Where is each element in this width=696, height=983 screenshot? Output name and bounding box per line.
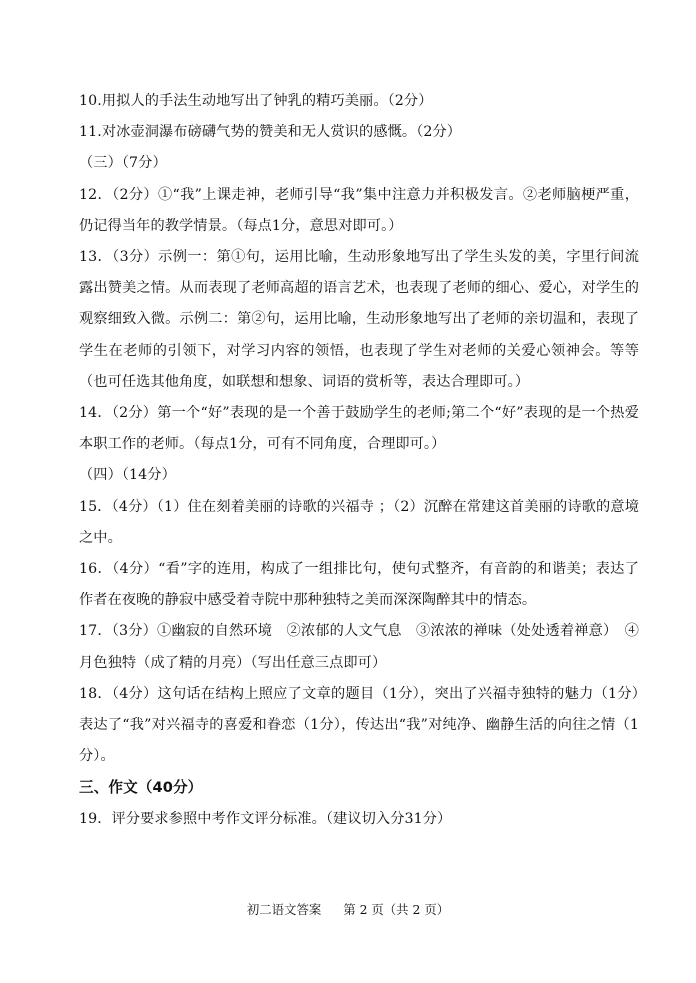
page-footer: [0, 901, 696, 919]
footer-page-info: 第 2 页（共 2 页）: [343, 902, 450, 917]
section-heading-composition: 三、作文（40分）: [79, 779, 203, 797]
answer-q17: 17．（3分）①幽寂的自然环境 ②浓郁的人文气息 ③浓浓的禅味（处处透着禅意） ④月色独特（成了精的月亮）（写出任意三点即可）: [79, 623, 639, 671]
answer-q12: 12．（2分）①“我”上课走神，老师引导“我”集中注意力并积极发言。②老师脑梗严重，仍记得当年的教学情景。（每点1分，意思对即可。）: [79, 186, 639, 234]
answer-q13: 13．（3分）示例一：第①句，运用比喻，生动形象地写出了学生头发的美，字里行间流露出赞美之情。从而表现了老师高超的语言艺术，也表现了老师的细心、爱心，对学生的观察细致入微。示例二：第②句，运用比喻，生动形象地写出了老师的亲切温和，表现了学生在老师的引领下，对学习内容的领悟，也表现了学生对老师的关爱心领神会。等等（也可任选其他角度，如联想和想象、词语的赏析等，表达合理即可。）: [79, 249, 639, 390]
section-heading-part4: （四）（14分）: [79, 467, 176, 484]
answer-q10: 10.用拟人的手法生动地写出了钟乳的精巧美丽。（2分）: [79, 93, 433, 109]
answer-q14: 14．（2分）第一个“好”表现的是一个善于鼓励学生的老师;第二个“好”表现的是一个热爱本职工作的老师。（每点1分，可有不同角度，合理即可。）: [79, 405, 639, 453]
footer-subject: 初二语文答案: [246, 902, 322, 917]
answer-q19: 19．评分要求参照中考作文评分标准。（建议切入分31分）: [79, 810, 452, 827]
section-heading-part3: （三）（7分）: [79, 155, 167, 172]
answer-q11: 11.对冰壶洞瀑布磅礴气势的赞美和无人赏识的感慨。（2分）: [79, 124, 462, 141]
answer-q18: 18．（4分）这句话在结构上照应了文章的题目（1分），突出了兴福寺独特的魅力（1分）表达了“我”对兴福寺的喜爱和眷恋（1分），传达出“我”对纯净、幽静生活的向往之情（1分）。: [79, 685, 639, 765]
answer-content: [79, 86, 639, 835]
answer-q15: 15．（4分）（1）住在刻着美丽的诗歌的兴福寺 ；（2）沉醉在常建这首美丽的诗歌的意境之中。: [79, 498, 639, 546]
answer-q16: 16．（4分）“看”字的连用，构成了一组排比句，使句式整齐，有音韵的和谐美；表达了作者在夜晚的静寂中感受着寺院中那种独特之美而深深陶醉其中的情态。: [79, 561, 639, 609]
